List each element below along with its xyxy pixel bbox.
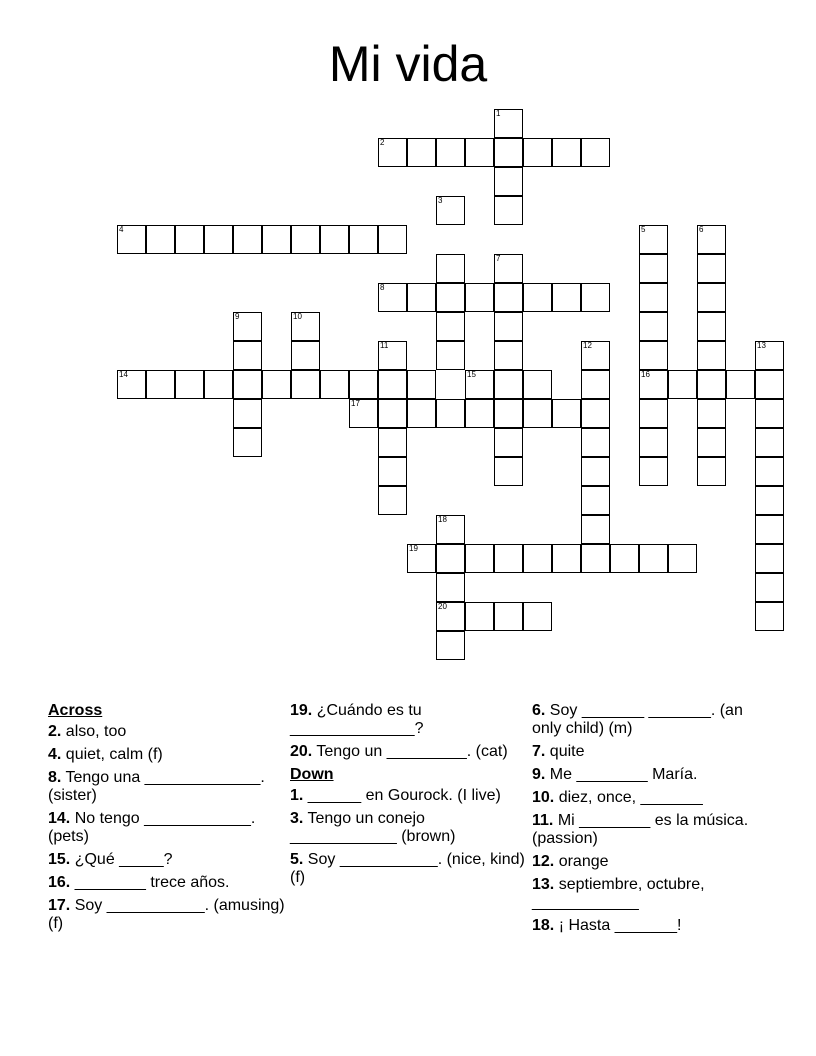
grid-cell[interactable] — [233, 312, 262, 341]
grid-cell[interactable] — [494, 457, 523, 486]
grid-cell[interactable] — [755, 399, 784, 428]
grid-cell[interactable] — [378, 225, 407, 254]
grid-cell[interactable] — [407, 399, 436, 428]
grid-cell[interactable] — [320, 370, 349, 399]
grid-cell[interactable] — [407, 138, 436, 167]
clues-column-2 — [290, 702, 528, 892]
grid-cell[interactable] — [465, 138, 494, 167]
clue-across-20: 20. Tengo un _________. (cat) — [290, 743, 508, 760]
grid-cell[interactable] — [146, 225, 175, 254]
grid-cell[interactable] — [639, 312, 668, 341]
grid-cell[interactable] — [581, 283, 610, 312]
grid-cell[interactable] — [349, 370, 378, 399]
grid-cell[interactable] — [436, 138, 465, 167]
clue-number: 17 — [351, 399, 360, 408]
grid-cell[interactable] — [697, 457, 726, 486]
grid-cell[interactable] — [494, 544, 523, 573]
clue-down-3: 3. Tengo un conejo ____________ (brown) — [290, 810, 456, 845]
grid-cell[interactable] — [581, 138, 610, 167]
grid-cell[interactable] — [494, 138, 523, 167]
grid-cell[interactable] — [291, 225, 320, 254]
grid-cell[interactable] — [581, 544, 610, 573]
clue-across-14: 14. No tengo ____________. (pets) — [48, 810, 256, 845]
grid-cell[interactable] — [755, 573, 784, 602]
grid-cell[interactable] — [291, 312, 320, 341]
grid-cell[interactable] — [436, 312, 465, 341]
grid-cell[interactable] — [639, 428, 668, 457]
grid-cell[interactable] — [407, 370, 436, 399]
clue-number: 12 — [583, 341, 592, 350]
grid-cell[interactable] — [407, 544, 436, 573]
grid-cell[interactable] — [755, 544, 784, 573]
grid-cell[interactable] — [494, 399, 523, 428]
grid-cell[interactable] — [697, 370, 726, 399]
grid-cell[interactable] — [436, 341, 465, 370]
grid-cell[interactable] — [233, 341, 262, 370]
clue-number: 13 — [757, 341, 766, 350]
grid-cell[interactable] — [494, 196, 523, 225]
grid-cell[interactable] — [436, 544, 465, 573]
grid-cell[interactable] — [378, 486, 407, 515]
grid-cell[interactable] — [523, 602, 552, 631]
clue-down-9: 9. Me ________ María. — [532, 766, 698, 783]
grid-cell[interactable] — [523, 370, 552, 399]
grid-cell[interactable] — [117, 370, 146, 399]
clue-across-19: 19. ¿Cuándo es tu ______________? — [290, 702, 424, 737]
grid-cell[interactable] — [378, 341, 407, 370]
clue-across-16: 16. ________ trece años. — [48, 874, 230, 891]
grid-cell[interactable] — [552, 544, 581, 573]
grid-cell[interactable] — [552, 283, 581, 312]
clue-across-15: 15. ¿Qué _____? — [48, 851, 173, 868]
grid-cell[interactable] — [494, 109, 523, 138]
clues-column-3 — [532, 702, 770, 940]
grid-cell[interactable] — [697, 341, 726, 370]
clue-number: 2 — [380, 138, 385, 147]
grid-cell[interactable] — [175, 370, 204, 399]
grid-cell[interactable] — [204, 225, 233, 254]
clue-number: 8 — [380, 283, 385, 292]
grid-cell[interactable] — [378, 428, 407, 457]
grid-cell[interactable] — [117, 225, 146, 254]
clue-number: 15 — [467, 370, 476, 379]
grid-cell[interactable] — [639, 457, 668, 486]
grid-cell[interactable] — [407, 283, 436, 312]
clue-down-12: 12. orange — [532, 853, 609, 870]
clue-across-17: 17. Soy ___________. (amusing) (f) — [48, 897, 285, 932]
grid-cell[interactable] — [465, 602, 494, 631]
grid-cell[interactable] — [465, 370, 494, 399]
grid-cell[interactable] — [639, 254, 668, 283]
clue-down-10: 10. diez, once, _______ — [532, 789, 703, 806]
grid-cell[interactable] — [755, 486, 784, 515]
grid-cell[interactable] — [639, 370, 668, 399]
grid-cell[interactable] — [204, 370, 233, 399]
grid-cell[interactable] — [697, 283, 726, 312]
clue-down-13: 13. septiembre, octubre, ____________ — [532, 876, 705, 911]
grid-cell[interactable] — [697, 399, 726, 428]
grid-cell[interactable] — [436, 631, 465, 660]
grid-cell[interactable] — [175, 225, 204, 254]
clue-number: 14 — [119, 370, 128, 379]
grid-cell[interactable] — [465, 544, 494, 573]
grid-cell[interactable] — [291, 341, 320, 370]
grid-cell[interactable] — [523, 283, 552, 312]
grid-cell[interactable] — [146, 370, 175, 399]
grid-cell[interactable] — [494, 602, 523, 631]
clue-number: 5 — [641, 225, 646, 234]
grid-cell[interactable] — [378, 457, 407, 486]
clue-number: 11 — [380, 341, 389, 350]
clue-number: 10 — [293, 312, 302, 321]
grid-cell[interactable] — [755, 370, 784, 399]
grid-cell[interactable] — [755, 428, 784, 457]
grid-cell[interactable] — [610, 544, 639, 573]
grid-cell[interactable] — [581, 370, 610, 399]
grid-cell[interactable] — [523, 544, 552, 573]
grid-cell[interactable] — [668, 544, 697, 573]
grid-cell[interactable] — [697, 254, 726, 283]
clue-down-1: 1. ______ en Gourock. (I live) — [290, 787, 501, 804]
grid-cell[interactable] — [697, 312, 726, 341]
grid-cell[interactable] — [639, 544, 668, 573]
clue-down-5: 5. Soy ___________. (nice, kind) (f) — [290, 851, 525, 886]
grid-cell[interactable] — [494, 428, 523, 457]
grid-cell[interactable] — [494, 312, 523, 341]
page-title: Mi vida — [328, 36, 488, 92]
grid-cell[interactable] — [494, 341, 523, 370]
grid-cell[interactable] — [436, 254, 465, 283]
grid-cell[interactable] — [494, 167, 523, 196]
grid-cell[interactable] — [233, 370, 262, 399]
grid-cell[interactable] — [639, 341, 668, 370]
clue-down-18: 18. ¡ Hasta _______! — [532, 917, 682, 934]
clue-number: 18 — [438, 515, 447, 524]
grid-cell[interactable] — [262, 225, 291, 254]
clue-down-7: 7. quite — [532, 743, 585, 760]
grid-cell[interactable] — [436, 283, 465, 312]
clues-column-1 — [48, 702, 286, 938]
clue-number: 16 — [641, 370, 650, 379]
grid-cell[interactable] — [320, 225, 349, 254]
grid-cell[interactable] — [755, 341, 784, 370]
clue-number: 20 — [438, 602, 447, 611]
clue-number: 3 — [438, 196, 443, 205]
grid-cell[interactable] — [552, 399, 581, 428]
across-heading: Across — [48, 702, 103, 719]
clue-across-2: 2. also, too — [48, 723, 127, 740]
grid-cell[interactable] — [494, 254, 523, 283]
grid-cell[interactable] — [233, 399, 262, 428]
grid-cell[interactable] — [755, 602, 784, 631]
grid-cell[interactable] — [436, 399, 465, 428]
grid-cell[interactable] — [639, 283, 668, 312]
grid-cell[interactable] — [262, 370, 291, 399]
grid-cell[interactable] — [465, 399, 494, 428]
clue-number: 7 — [496, 254, 501, 263]
clue-number: 19 — [409, 544, 418, 553]
grid-cell[interactable] — [523, 399, 552, 428]
grid-cell[interactable] — [726, 370, 755, 399]
grid-cell[interactable] — [436, 515, 465, 544]
grid-cell[interactable] — [552, 138, 581, 167]
grid-cell[interactable] — [378, 370, 407, 399]
grid-cell[interactable] — [349, 399, 378, 428]
grid-cell[interactable] — [494, 370, 523, 399]
down-heading: Down — [290, 766, 334, 783]
clue-number: 9 — [235, 312, 240, 321]
clue-down-6: 6. Soy _______ _______. (an only child) (m) — [532, 702, 743, 737]
grid-cell[interactable] — [668, 370, 697, 399]
grid-cell[interactable] — [755, 457, 784, 486]
clue-down-11: 11. Mi ________ es la música. (passion) — [532, 812, 749, 847]
grid-cell[interactable] — [581, 457, 610, 486]
grid-cell[interactable] — [233, 428, 262, 457]
grid-cell[interactable] — [581, 341, 610, 370]
grid-cell[interactable] — [436, 196, 465, 225]
grid-cell[interactable] — [639, 399, 668, 428]
grid-cell[interactable] — [436, 573, 465, 602]
clue-number: 1 — [496, 109, 501, 118]
grid-cell[interactable] — [697, 225, 726, 254]
clue-across-4: 4. quiet, calm (f) — [48, 746, 163, 763]
grid-cell[interactable] — [697, 428, 726, 457]
grid-cell[interactable] — [581, 515, 610, 544]
grid-cell[interactable] — [494, 283, 523, 312]
grid-cell[interactable] — [523, 138, 552, 167]
grid-cell[interactable] — [378, 399, 407, 428]
grid-cell[interactable] — [378, 138, 407, 167]
clue-across-8: 8. Tengo una _____________. (sister) — [48, 769, 265, 804]
grid-cell[interactable] — [349, 225, 378, 254]
grid-cell[interactable] — [755, 515, 784, 544]
grid-cell[interactable] — [378, 283, 407, 312]
grid-cell[interactable] — [639, 225, 668, 254]
grid-cell[interactable] — [465, 283, 494, 312]
clue-number: 4 — [119, 225, 124, 234]
grid-cell[interactable] — [233, 225, 262, 254]
grid-cell[interactable] — [291, 370, 320, 399]
clue-number: 6 — [699, 225, 704, 234]
grid-cell[interactable] — [581, 399, 610, 428]
grid-cell[interactable] — [581, 486, 610, 515]
grid-cell[interactable] — [436, 602, 465, 631]
grid-cell[interactable] — [581, 428, 610, 457]
